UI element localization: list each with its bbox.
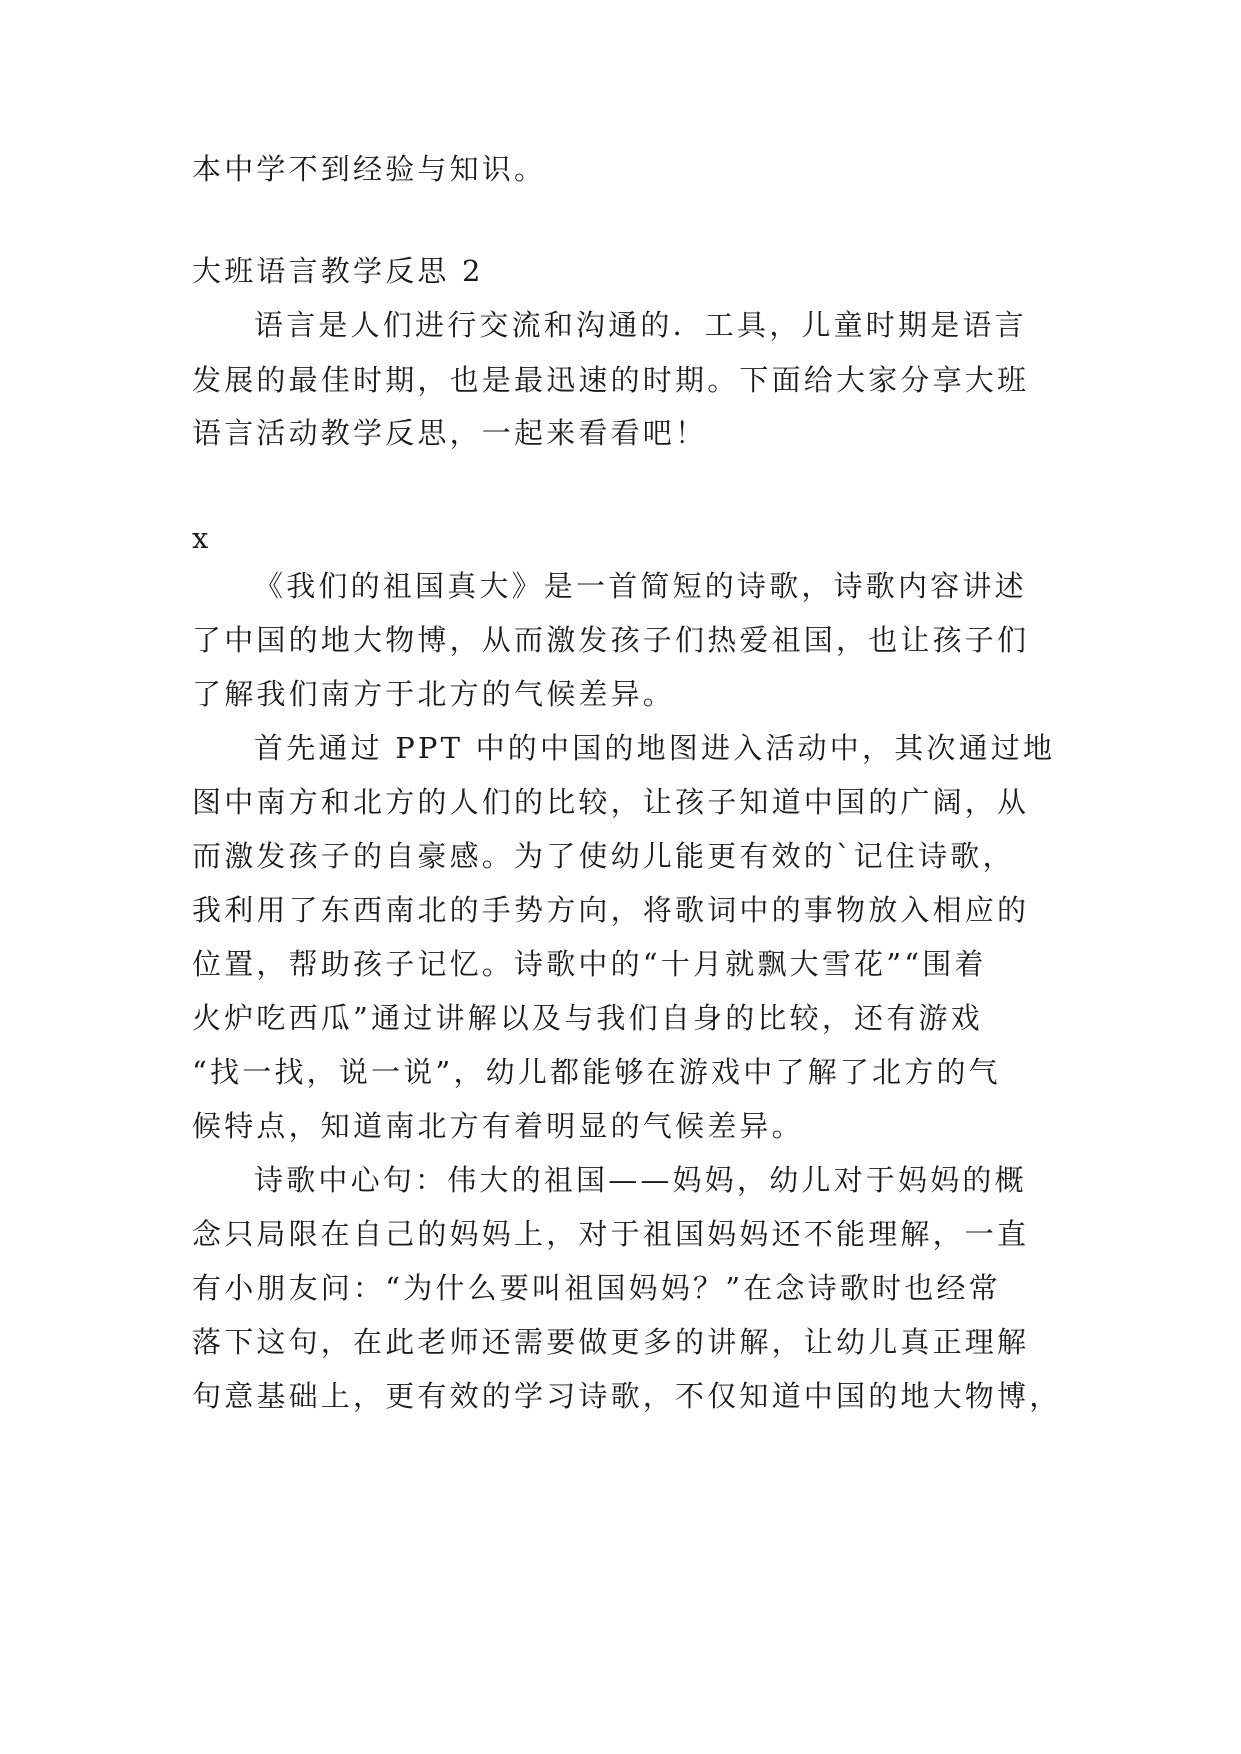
- paragraph-line: 我利用了东西南北的手势方向，将歌词中的事物放入相应的: [192, 893, 1030, 927]
- paragraph-line: 候特点，知道南北方有着明显的气候差异。: [192, 1109, 804, 1143]
- paragraph-line: 了中国的地大物博，从而激发孩子们热爱祖国，也让孩子们: [192, 623, 1030, 657]
- paragraph-line: 火炉吃西瓜”通过讲解以及与我们自身的比较，还有游戏: [192, 1001, 983, 1035]
- paragraph-line: 语言是人们进行交流和沟通的．工具，儿童时期是语言: [254, 308, 1027, 342]
- paragraph-line: 句意基础上，更有效的学习诗歌，不仅知道中国的地大物博，: [192, 1379, 1062, 1413]
- paragraph-line: 位置，帮助孩子记忆。诗歌中的“十月就飘大雪花”“围着: [192, 947, 987, 981]
- paragraph-line: 而激发孩子的自豪感。为了使幼儿能更有效的`记住诗歌，: [192, 839, 1015, 873]
- paragraph-line: 诗歌中心句：伟大的祖国——妈妈，幼儿对于妈妈的概: [254, 1163, 1027, 1197]
- paragraph-line: 图中南方和北方的人们的比较，让孩子知道中国的广阔，从: [192, 785, 1030, 819]
- paragraph-line: 有小朋友问：“为什么要叫祖国妈妈？”在念诗歌时也经常: [192, 1271, 1001, 1305]
- paragraph-line: 发展的最佳时期，也是最迅速的时期。下面给大家分享大班: [192, 363, 1030, 397]
- paragraph-line: 《我们的祖国真大》是一首简短的诗歌，诗歌内容讲述: [254, 569, 1027, 603]
- marker-text: x: [192, 521, 212, 555]
- intro-tail-line: 本中学不到经验与知识。: [192, 152, 547, 186]
- paragraph-line: 语言活动教学反思，一起来看看吧！: [192, 416, 708, 450]
- paragraph-line: 落下这句，在此老师还需要做更多的讲解，让幼儿真正理解: [192, 1325, 1030, 1359]
- paragraph-line: 念只局限在自己的妈妈上，对于祖国妈妈还不能理解，一直: [192, 1217, 1030, 1251]
- paragraph-line: 首先通过 PPT 中的中国的地图进入活动中，其次通过地: [254, 731, 1056, 765]
- paragraph-line: “找一找，说一说”，幼儿都能够在游戏中了解了北方的气: [192, 1055, 1001, 1089]
- paragraph-line: 了解我们南方于北方的气候差异。: [192, 677, 676, 711]
- section-title: 大班语言教学反思 2: [192, 254, 484, 288]
